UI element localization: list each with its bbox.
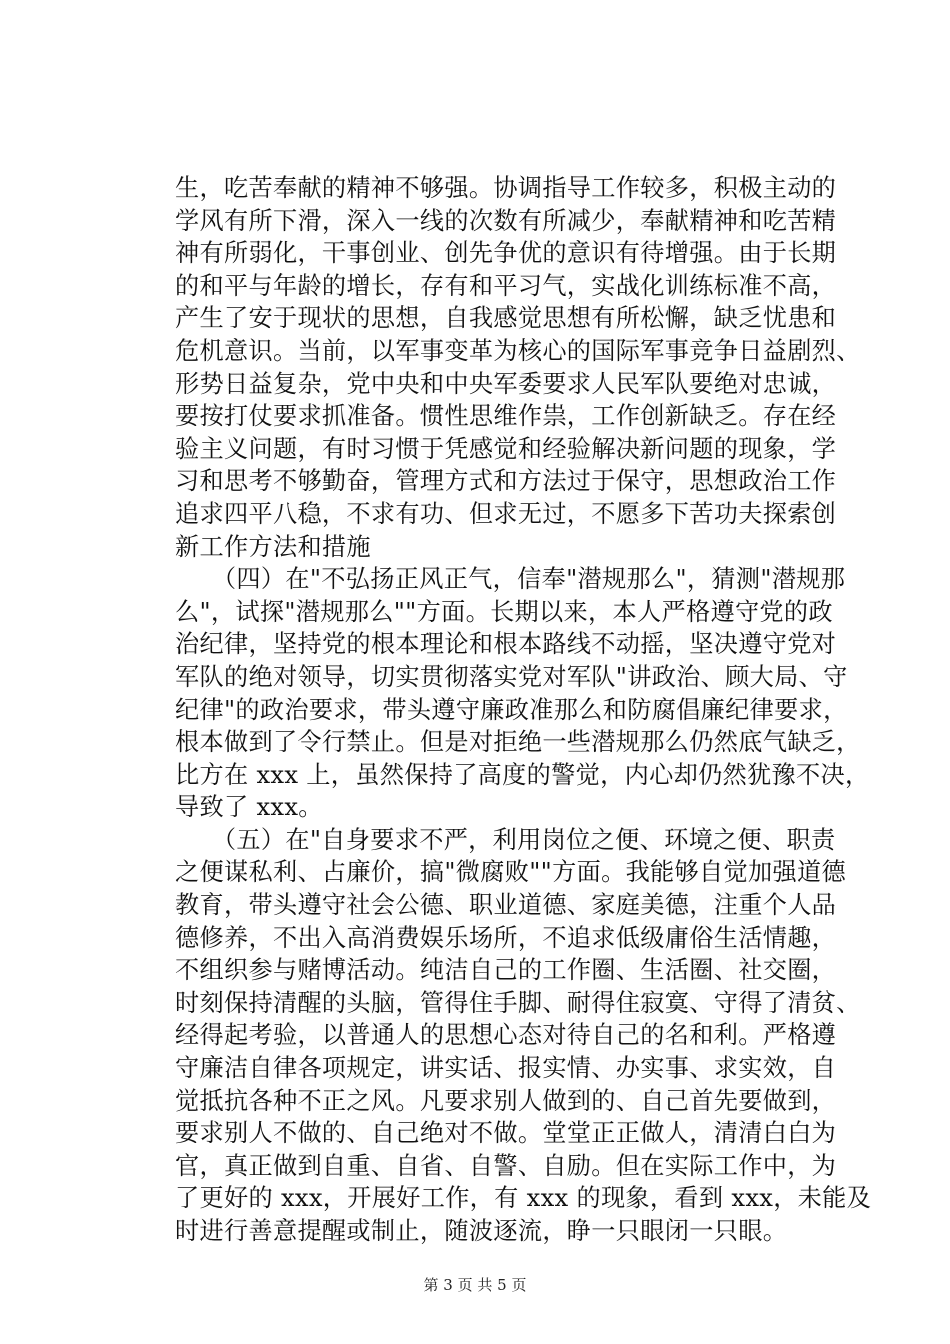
text-line: 要按打仗要求抓准备。惯性思维作祟，工作创新缺乏。存在经 (175, 402, 837, 431)
text-line: 神有所弱化，干事创业、创先争优的意识有待增强。由于长期 (175, 239, 837, 268)
text-line: 经得起考验，以普通人的思想心态对待自己的名和利。严格遵 (175, 1021, 837, 1050)
text-line: 追求四平八稳，不求有功、但求无过，不愿多下苦功夫探索创 (175, 499, 837, 528)
text-line: 根本做到了令行禁止。但是对拒绝一些潜规那么仍然底气缺乏， (175, 728, 861, 757)
text-line: 时进行善意提醒或制止，随波逐流，睁一只眼闭一只眼。 (175, 1217, 788, 1245)
text-line: 治纪律，坚持党的根本理论和根本路线不动摇，坚决遵守党对 (175, 630, 837, 659)
text-line: 习和思考不够勤奋，管理方式和方法过于保守，思想政治工作 (175, 467, 837, 496)
text-line: 要求别人不做的、自己绝对不做。堂堂正正做人，清清白白为 (175, 1119, 837, 1148)
text-line: 时刻保持清醒的头脑，管得住手脚、耐得住寂寞、守得了清贫、 (175, 988, 861, 1017)
text-line: 官，真正做到自重、自省、自警、自励。但在实际工作中，为 (175, 1151, 837, 1180)
text-line: 产生了安于现状的思想，自我感觉思想有所松懈，缺乏忧患和 (175, 304, 837, 333)
text-line: 新工作方法和措施 (175, 532, 371, 561)
text-line: 危机意识。当前，以军事变革为核心的国际军事竞争日益剧烈、 (175, 336, 861, 365)
text-line: 的和平与年龄的增长，存有和平习气，实战化训练标准不高， (175, 271, 837, 300)
text-line: 守廉洁自律各项规定，讲实话、报实情、办实事、求实效，自 (175, 1054, 837, 1083)
paragraph-5-start: （五）在"自身要求不严，利用岗位之便、环境之便、职责 (175, 825, 836, 854)
text-line: 验主义问题，有时习惯于凭感觉和经验解决新问题的现象，学 (175, 434, 837, 463)
text-line: 学风有所下滑，深入一线的次数有所减少，奉献精神和吃苦精 (175, 206, 837, 235)
text-line: 不组织参与赌博活动。纯洁自己的工作圈、生活圈、社交圈， (175, 956, 837, 985)
text-line: 觉抵抗各种不正之风。凡要求别人做到的、自己首先要做到， (175, 1086, 837, 1115)
page-number-footer: 第 3 页 共 5 页 (423, 1276, 527, 1294)
text-line: 纪律"的政治要求，带头遵守廉政准那么和防腐倡廉纪律要求， (175, 695, 848, 724)
text-line: 生，吃苦奉献的精神不够强。协调指导工作较多，积极主动的 (175, 174, 837, 202)
text-line: 之便谋私利、占廉价，搞"微腐败""方面。我能够自觉加强道德 (175, 858, 846, 887)
text-line: 军队的绝对领导，切实贯彻落实党对军队"讲政治、顾大局、守 (175, 662, 848, 691)
text-line: 么"，试探"潜规那么""方面。长期以来，本人严格遵守党的政 (175, 597, 833, 626)
text-line: 德修养，不出入高消费娱乐场所，不追求低级庸俗生活情趣， (175, 923, 837, 952)
paragraph-4-start: （四）在"不弘扬正风正气，信奉"潜规那么"，猜测"潜规那 (175, 565, 846, 594)
text-line: 比方在 xxx 上，虽然保持了高度的警觉，内心却仍然犹豫不决， (175, 760, 870, 789)
text-line: 了更好的 xxx，开展好工作，有 xxx 的现象，看到 xxx，未能及 (175, 1184, 872, 1213)
text-line: 导致了 xxx。 (175, 793, 323, 822)
body-text (175, 172, 872, 1248)
text-line: 教育，带头遵守社会公德、职业道德、家庭美德，注重个人品 (175, 891, 837, 920)
text-line: 形势日益复杂，党中央和中央军委要求人民军队要绝对忠诚， (175, 369, 837, 398)
